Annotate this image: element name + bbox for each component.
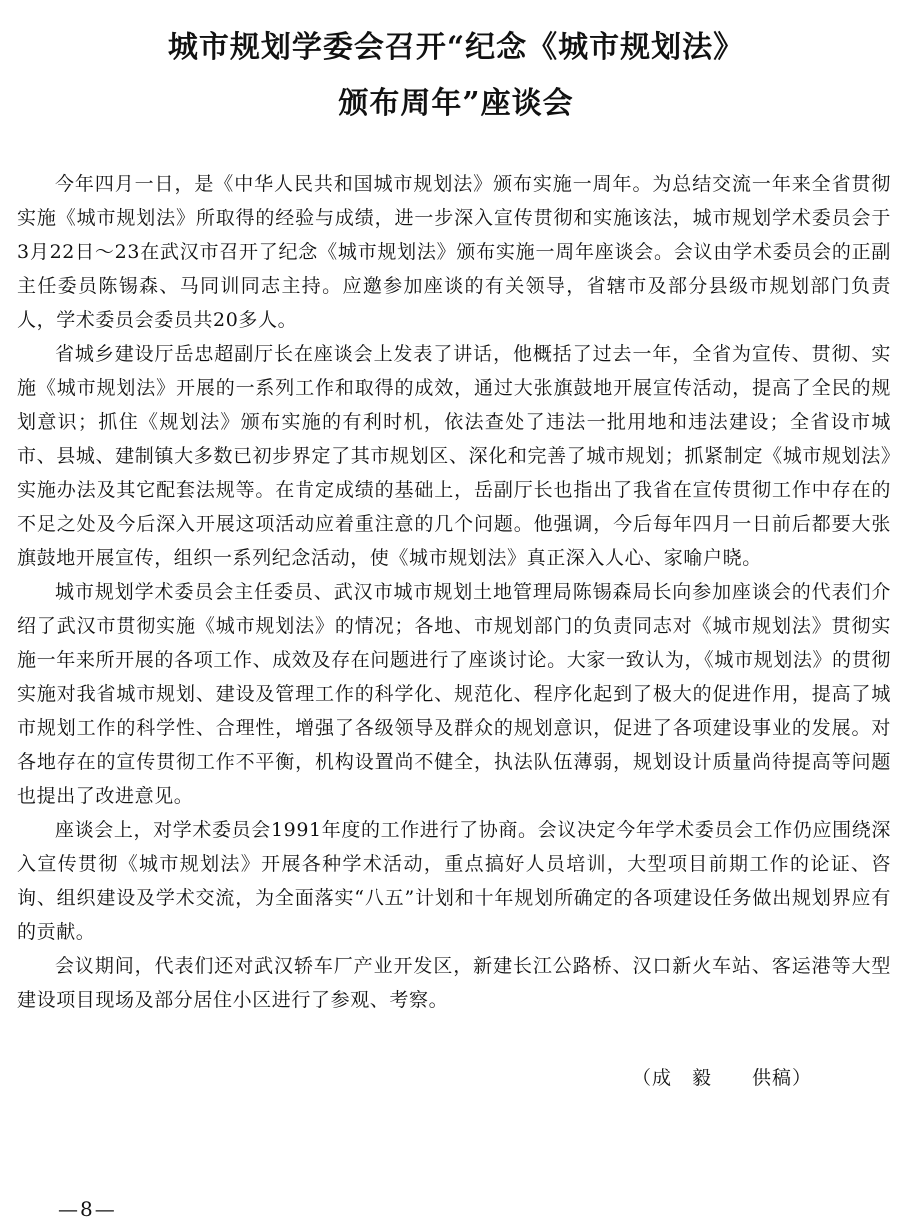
article-body	[17, 167, 891, 1017]
paragraph-3: 城市规划学术委员会主任委员、武汉市城市规划土地管理局陈锡森局长向参加座谈会的代表们介绍了武汉市贯彻实施《城市规划法》的情况；各地、市规划部门的负责同志对《城市规划法》贯彻实施一年来所开展的各项工作、成效及存在问题进行了座谈讨论。大家一致认为，《城市规划法》的贯彻实施对我省城市规划、建设及管理工作的科学化、规范化、程序化起到了极大的促进作用，提高了城市规划工作的科学性、合理性，增强了各级领导及群众的规划意识，促进了各项建设事业的发展。对各地存在的宣传贯彻工作不平衡，机构设置尚不健全，执法队伍薄弱，规划设计质量尚待提高等问题也提出了改进意见。	[17, 581, 891, 807]
article-title-line-1: 城市规划学委会召开“纪念《城市规划法》	[167, 30, 745, 65]
paragraph-1: 今年四月一日，是《中华人民共和国城市规划法》颁布实施一周年。为总结交流一年来全省贯彻实施《城市规划法》所取得的经验与成绩，进一步深入宣传贯彻和实施该法，城市规划学术委员会于3月22日～23在武汉市召开了纪念《城市规划法》颁布实施一周年座谈会。会议由学术委员会的正副主任委员陈锡森、马同训同志主持。应邀参加座谈的有关领导，省辖市及部分县级市规划部门负责人，学术委员会委员共20多人。	[17, 173, 891, 331]
page-number: —8—	[58, 1197, 117, 1221]
paragraph-4: 座谈会上，对学术委员会1991年度的工作进行了协商。会议决定今年学术委员会工作仍应围绕深入宣传贯彻《城市规划法》开展各种学术活动，重点搞好人员培训，大型项目前期工作的论证、咨询、组织建设及学术交流，为全面落实“八五”计划和十年规划所确定的各项建设任务做出规划界应有的贡献。	[17, 819, 891, 943]
paragraph-5: 会议期间，代表们还对武汉轿车厂产业开发区，新建长江公路桥、汉口新火车站、客运港等大型建设项目现场及部分居住小区进行了参观、考察。	[17, 955, 891, 1011]
article-title-line-2: 颁布周年”座谈会	[338, 86, 574, 121]
article-byline: （成 毅 供稿）	[631, 1067, 812, 1089]
paragraph-2: 省城乡建设厅岳忠超副厅长在座谈会上发表了讲话，他概括了过去一年，全省为宣传、贯彻、实施《城市规划法》开展的一系列工作和取得的成效，通过大张旗鼓地开展宣传活动，提高了全民的规划意识；抓住《规划法》颁布实施的有利时机，依法查处了违法一批用地和违法建设；全省设市城市、县城、建制镇大多数已初步界定了其市规划区、深化和完善了城市规划；抓紧制定《城市规划法》实施办法及其它配套法规等。在肯定成绩的基础上，岳副厅长也指出了我省在宣传贯彻工作中存在的不足之处及今后深入开展这项活动应着重注意的几个问题。他强调，今后每年四月一日前后都要大张旗鼓地开展宣传，组织一系列纪念活动，使《城市规划法》真正深入人心、家喻户晓。	[17, 343, 891, 569]
